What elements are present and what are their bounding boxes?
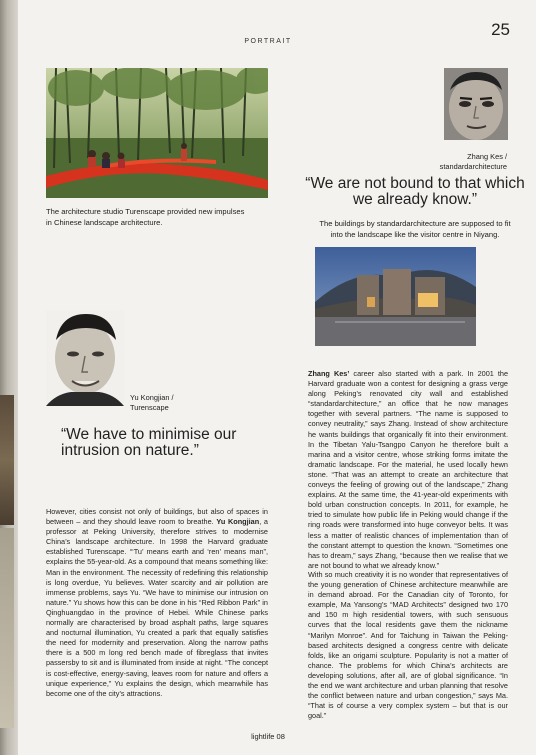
left-body-rest: , a professor at Peking University, therefore strives to modernise China’s landscape architecture. In 1998 the Harvard graduate established Turenscape. “‘Tu’ means earth and ‘ren’ means man”, explains the 55-year-old. As a compound that means something like: Man in the environment. The necessity of redefining this relationship is long overdue, Yu believes. Water scarcity and air pollution are immense problems, says Yu. “We have to minimise our intrusion on nature.” Yu shows how this can be done in his “Red Ribbon Park” in Qinghuangdao in the province of Hebei. While Chinese parks normally are characterised by broad asphalt paths, large squares and nocturnal illumination, Yu created a park that equally satisfies the need for modernity and preservation. Along the narrow paths there is a 500 m long red bench made of fibreglass that invites passersby to sit and is illuminated from inside at night. “The concept is cost-effective, energy-saving, leaves room for nature and offers a unique experience,” Yu explains the design, which meanwhile has become one of the city’s attractions. [46,517,268,698]
yu-kongjian-portrait [46,310,124,406]
page-footer: lightlife 08 [251,732,285,741]
left-body-intro: However, cities consist not only of buildings, but also of spaces in between – and they should leave room to breathe. [46,507,268,527]
previous-page-edge [0,395,14,525]
zhang-portrait-caption [380,152,507,172]
zhang-name: Zhang Kes / [467,152,507,161]
right-body-text-2: With so much creativity it is no wonder that representatives of the young generation of Chinese architecture meanwhile are in demand abroad. For the Canadian city of Toronto, for example, Ma Yansong’s “MAD Architects” designed two 170 and 150 m high residential towers, with such sensuous curves that the local residents gave them the nickname “Marilyn Monroe”. And for Taichung in Taiwan the Peking-based architects designed a congress centre with delicate folds, like an origami sculpture. Popularity is not a matter of chance. The problems for which China’s architects are developing solutions, after all, are of global significance. “In the end we want architecture and urban planning that resolve the conflict between nature and urban congestion,” says Ma. “That is of course a very complex system – but that is our goal.” [308,570,508,721]
left-body-name: Yu Kongjian [216,517,260,527]
right-photo-caption: The buildings by standardarchitecture are supposed to fit into the landscape like the visitor centre in Niyang. [319,219,511,239]
yu-role: Turenscape [130,403,169,412]
yu-name: Yu Kongjian / [130,393,174,402]
left-pull-quote: “We have to minimise our intrusion on nature.” [61,426,237,459]
zhang-role: standardarchitecture [439,162,507,171]
left-photo-caption: The architecture studio Turenscape provided new impulses in Chinese landscape architecture. [46,207,245,227]
right-pull-quote: “We are not bound to that which we already know.” [305,175,525,208]
yu-portrait-caption [130,393,174,413]
running-head: PORTRAIT [244,38,292,45]
right-body-text-1 [308,369,508,571]
right-body-name: Zhang Kes’ [308,369,350,378]
zhang-kes-portrait [444,68,508,140]
red-ribbon-park-photo [46,68,268,198]
left-body-text [46,507,268,699]
right-body-rest: career also started with a park. In 2001 the Harvard graduate won a contest for designing a grass verge along Peking’s renovated city wall and established “standardarchitecture,” an office that he now manages together with several partners. “The name is supposed to convey neutrality,” says Zhang. Instead of show architecture he wants buildings that organically fit into their environment. In the Tibetan Yalu-Tsangpo Canyon he therefore built a marina and a visitor centre, whose striking forms imitate the dramatic landscape. For the material, he used locally hewn stone. “That was an attempt to create an architecture that conveys the feeling of growing out of the landscape,” Zhang explains. At the same time, the 41-year-old experiments with bold urban construction concepts. In 2011, for example, he tried to simulate how public life in Peking would change if the ring roads were transformed into huge conveyor belts. It was less a matter of realistic chances of implementation than of the constant attempt to question the known. “Sometimes one has to dream,” says Zhang, “because then we realise that we are not bound to what we already know.” [308,369,509,570]
niyang-visitor-centre-photo [315,247,476,346]
page-number: 25 [491,20,510,39]
previous-page-edge-lower [0,528,14,728]
